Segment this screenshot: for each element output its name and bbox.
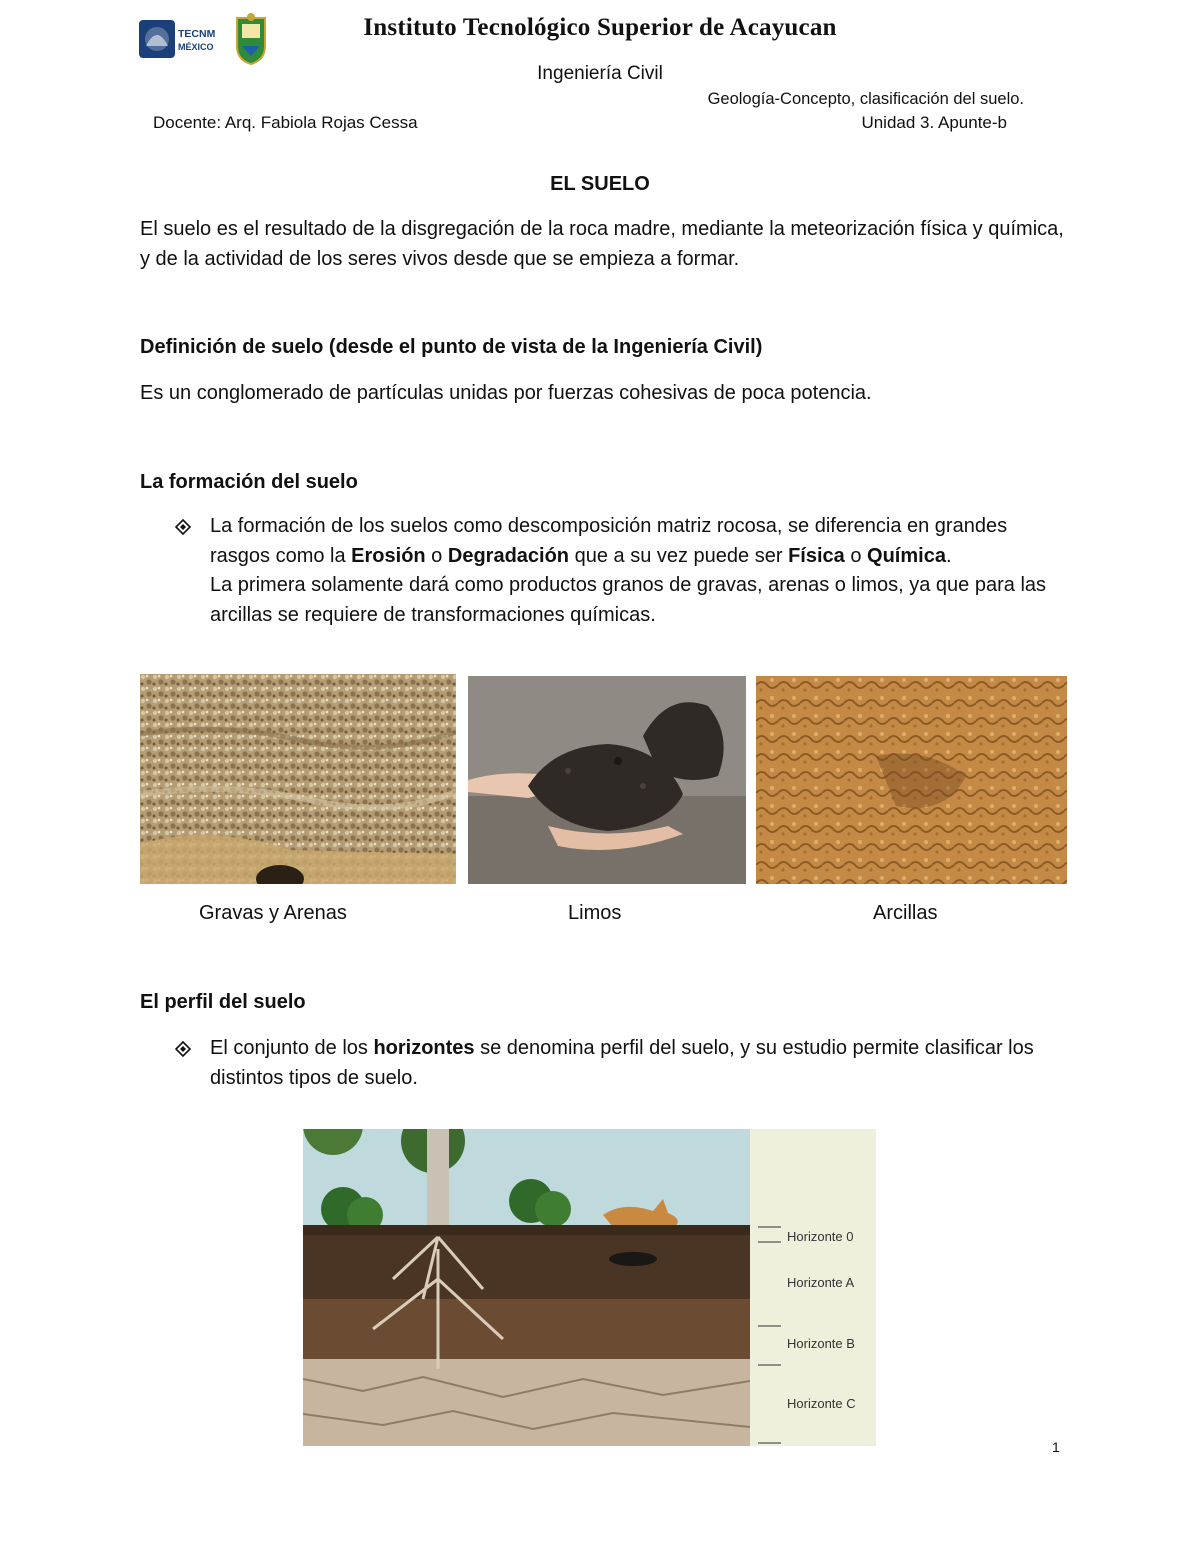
formation-text-line2: La primera solamente dará como productos granos de gravas, arenas o limos, ya que para las arcillas se requiere de transformaciones químicas. — [210, 574, 1047, 626]
career-name: Ingeniería Civil — [537, 63, 663, 84]
caption-gravas-arenas: Gravas y Arenas — [199, 902, 347, 924]
institution-title: Instituto Tecnológico Superior de Acayucan — [363, 14, 837, 41]
page-number: 1 — [1052, 1439, 1060, 1455]
formation-text-b: o — [425, 544, 448, 567]
horizon-label-b: Horizonte B — [787, 1336, 855, 1351]
soil-profile-illustration — [303, 1129, 876, 1446]
formation-text-a: La formación de los suelos como descomposición matriz rocosa, se diferencia en grandes rasgos como la — [210, 515, 1008, 567]
tecnm-logo-subtext: MÉXICO — [178, 42, 214, 52]
diamond-bullet-icon — [175, 1041, 191, 1057]
profile-text-b: se denomina perfil del suelo, y su estudio permite clasificar los distintos tipos de suelo. — [210, 1037, 1034, 1089]
definition-heading: Definición de suelo (desde el punto de vista de la Ingeniería Civil) — [140, 336, 763, 358]
term-degradacion: Degradación — [447, 544, 570, 567]
teacher-line: Docente: Arq. Fabiola Rojas Cessa — [153, 113, 418, 132]
term-erosion: Erosión — [351, 544, 426, 567]
clay-photo — [756, 676, 1067, 884]
unit-line: Unidad 3. Apunte-b — [861, 113, 1007, 132]
caption-arcillas: Arcillas — [873, 902, 938, 924]
caption-limos: Limos — [568, 902, 622, 924]
formation-bullet-text — [210, 512, 1070, 630]
profile-heading: El perfil del suelo — [140, 991, 306, 1013]
term-quimica: Química — [867, 544, 946, 567]
subject-line: Geología-Concepto, clasificación del suelo. — [707, 90, 1024, 108]
gravel-sand-photo — [140, 674, 456, 884]
silt-soil-photo — [468, 676, 746, 884]
horizon-label-0: Horizonte 0 — [787, 1229, 854, 1244]
definition-paragraph: Es un conglomerado de partículas unidas por fuerzas cohesivas de poca potencia. — [140, 382, 872, 404]
formation-text-c: que a su vez puede ser — [569, 544, 789, 567]
intro-paragraph: El suelo es el resultado de la disgregación de la roca madre, mediante la meteorización física y química, y de la actividad de los seres vivos desde que se empieza a formar. — [140, 218, 1064, 270]
horizon-label-a: Horizonte A — [787, 1275, 855, 1290]
formation-heading: La formación del suelo — [140, 471, 358, 493]
profile-text-a: El conjunto de los — [210, 1037, 374, 1059]
diamond-bullet-icon — [175, 519, 191, 535]
term-horizontes: horizontes — [373, 1037, 475, 1059]
formation-text-e: . — [945, 544, 952, 567]
formation-text-d: o — [844, 544, 868, 567]
profile-bullet-text — [210, 1034, 1070, 1093]
term-fisica: Física — [788, 544, 845, 567]
horizon-label-c: Horizonte C — [787, 1396, 856, 1411]
tecnm-logo-text: TECNM — [178, 28, 216, 40]
document-title: EL SUELO — [550, 173, 650, 195]
